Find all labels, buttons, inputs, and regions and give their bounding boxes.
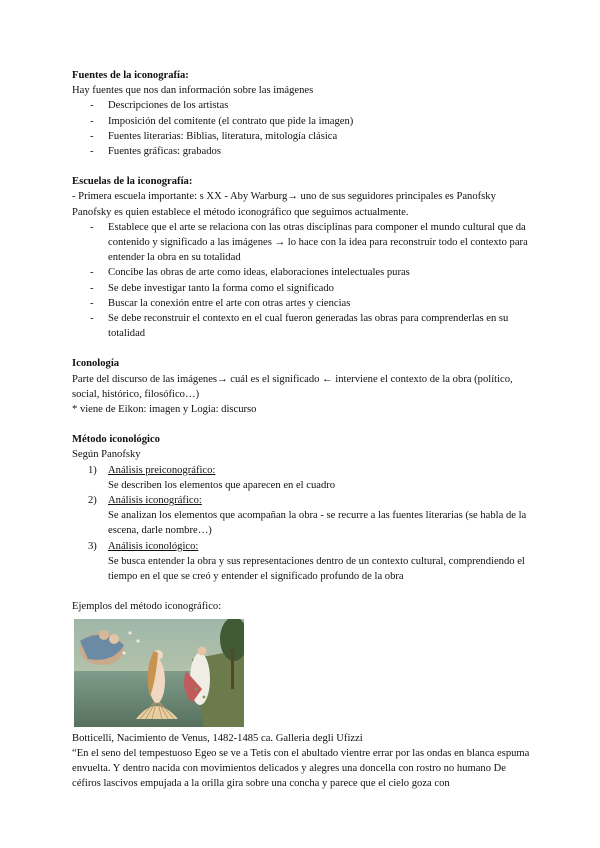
painting-caption: Botticelli, Nacimiento de Venus, 1482-1485 ca. Galleria degli Ufizzi [72,732,363,744]
metodo-heading: Método iconológico [72,434,160,446]
metodo-list [72,463,532,585]
escuelas-heading: Escuelas de la iconografía: [72,176,193,188]
list-item: - Fuentes literarias: Biblias, literatura, mitología clásica [72,129,532,144]
item-text: Se describen los elementos que aparecen en el cuadro [108,479,336,491]
list-item: - Imposición del comitente (el contrato que pide la imagen) [72,114,532,129]
item-title: Análisis iconográfico: [108,495,202,507]
list-item: - Buscar la conexión entre el arte con otras artes y ciencias [72,296,532,311]
document-page [72,68,532,791]
item-number: 3) [88,540,97,552]
list-item: - Se debe reconstruir el contexto en el cual fueron generadas las obras para comprenderlas en su totalidad [72,311,532,341]
list-item [72,463,532,493]
fuentes-heading: Fuentes de la iconografía: [72,70,189,81]
fuentes-list [72,98,532,159]
item-text: Se analizan los elementos que acompañan la obra - se recurre a las fuentes literarias (se habla de la escena, darle nombre…) [108,510,527,537]
item-title: Análisis preiconográfico: [108,464,216,476]
fuentes-intro: Hay fuentes que nos dan información sobre las imágenes [72,85,314,97]
item-text: Se busca entender la obra y sus representaciones dentro de un contexto cultural, comprendiendo el tiempo en el que se creó y entender el significado profundo de la obra [108,555,525,583]
escuelas-line-1: - Primera escuela importante: s XX - Aby Warburg→ uno de sus seguidores principales es Panofsky [72,191,496,203]
quote-text: “En el seno del tempestuoso Egeo se ve a Tetis con el abultado vientre errar por las ondas en blanca espuma envuelta. Y dentro nacida con movimientos delicados y alegres una doncella con rostro no humano De céfiros lascivos empujada a la orilla gira sobre una concha y parece que el cielo goza con [72,747,530,790]
metodo-sub: Según Panofsky [72,449,141,461]
list-item: - Descripciones de los artistas [72,98,532,113]
item-number: 1) [88,464,97,476]
ejemplos-heading: Ejemplos del método iconográfico: [72,601,222,613]
list-item: - Concibe las obras de arte como ideas, elaboraciones intelectuales puras [72,265,532,280]
iconologia-line-2: * viene de Eikon: imagen y Logia: discurso [72,404,257,416]
escuelas-list [72,220,532,342]
list-item: - Se debe investigar tanto la forma como el significado [72,281,532,296]
list-item [72,493,532,539]
item-title: Análisis iconológico: [108,540,199,552]
list-item: - Fuentes gráficas: grabados [72,144,532,159]
iconologia-heading: Iconología [72,358,120,370]
iconologia-line-1: Parte del discurso de las imágenes→ cuál es el significado ← interviene el contexto de la obra (político, social, histórico, filosófico…) [72,373,513,400]
birth-of-venus-image [74,619,244,727]
item-number: 2) [88,495,97,507]
list-item: - Establece que el arte se relaciona con las otras disciplinas para componer el mundo cultural que da contenido y significado a las imágenes → lo hace con la idea para reconstruir todo el contexto para entender la obra en su totalidad [72,220,532,266]
painting-illustration [74,619,244,727]
escuelas-line-2: Panofsky es quien establece el método iconográfico que seguimos actualmente. [72,206,409,218]
list-item [72,539,532,585]
